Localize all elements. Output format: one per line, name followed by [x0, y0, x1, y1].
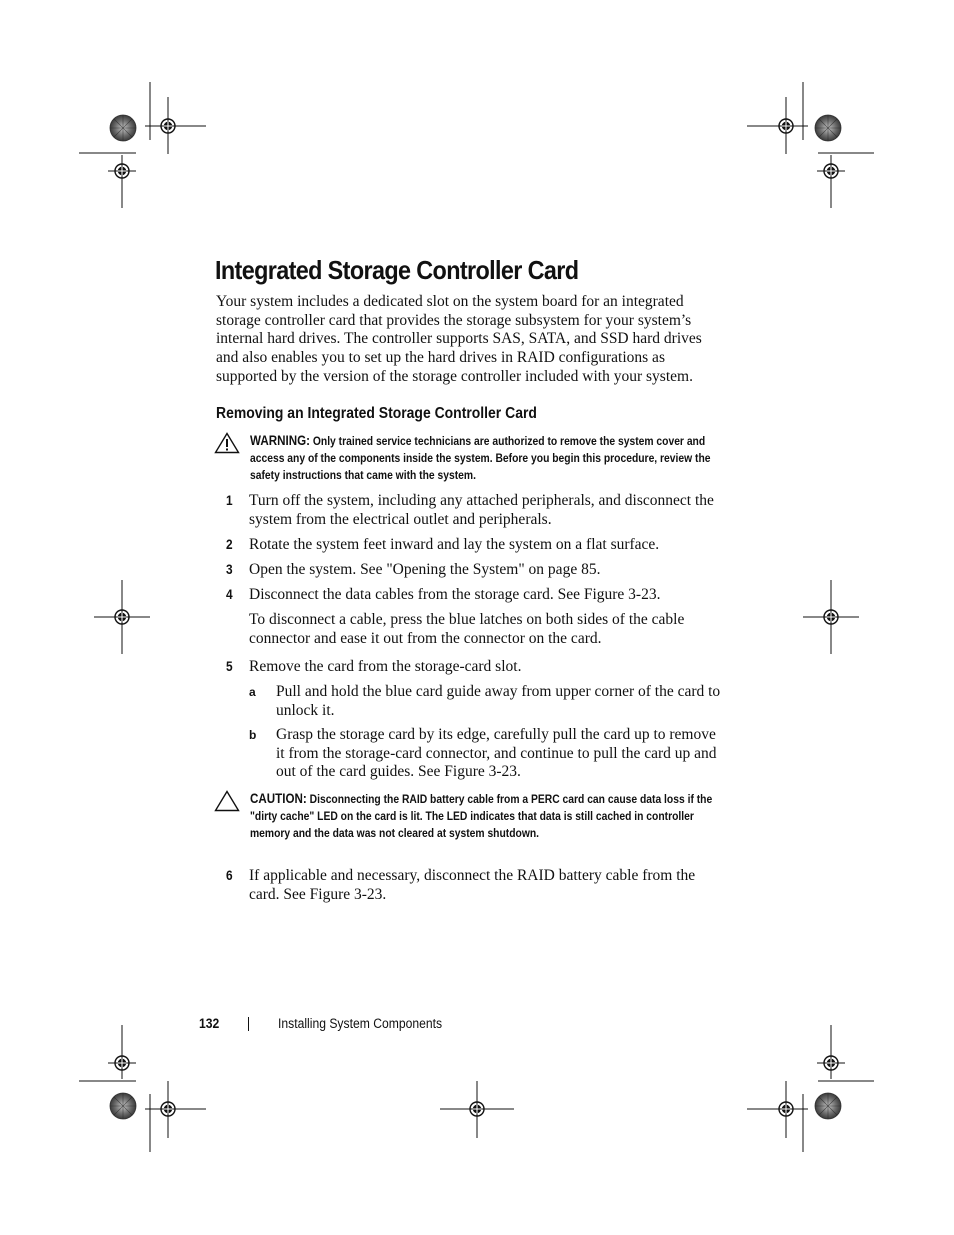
- warning-label: WARNING:: [250, 433, 310, 448]
- caution-label: CAUTION:: [250, 791, 307, 806]
- step-number: 1: [226, 493, 233, 508]
- section-heading: Removing an Integrated Storage Controller Card: [216, 405, 537, 422]
- step-text: Turn off the system, including any attached peripherals, and disconnect the system from the electrical outlet and peripherals.: [249, 492, 714, 528]
- page-number: 132: [199, 1016, 220, 1031]
- step-number: 4: [226, 587, 233, 602]
- intro-paragraph: Your system includes a dedicated slot on the system board for an integrated storage controller card that provides the storage subsystem for your system’s internal hard drives. The controller supports SAS, SATA, and SSD hard drives and also enables you to set up the hard drives in RAID configurations as supported by the version of the storage controller included with your system.: [216, 293, 702, 385]
- step-text: Open the system. See "Opening the System" on page 85.: [249, 561, 601, 578]
- warning-text: Only trained service technicians are authorized to remove the system cover and access any of the components inside the system. Before you begin this procedure, review the safety instructions that came with the system.: [250, 434, 711, 482]
- step-text: If applicable and necessary, disconnect the RAID battery cable from the card. See Figure 3-23.: [249, 867, 696, 903]
- chapter-title: Installing System Components: [278, 1016, 443, 1031]
- step-text: Remove the card from the storage-card slot.: [249, 658, 522, 675]
- step-number: 6: [226, 868, 233, 883]
- caution-triangle-icon: [214, 790, 240, 812]
- footer-separator: [248, 1017, 249, 1031]
- page-title: Integrated Storage Controller Card: [215, 255, 579, 285]
- step-4-note: To disconnect a cable, press the blue latches on both sides of the cable connector and ease it out from the connector on the card.: [249, 611, 685, 647]
- step-number: 2: [226, 537, 233, 552]
- step-number: 5: [226, 659, 233, 674]
- substep-text: Pull and hold the blue card guide away from upper corner of the card to unlock it.: [276, 683, 721, 719]
- substep-letter: b: [249, 728, 257, 742]
- step-number: 3: [226, 562, 233, 577]
- caution-text: Disconnecting the RAID battery cable from a PERC card can cause data loss if the "dirty cache" LED on the card is lit. The LED indicates that data is still cached in controller memory and the data was not cleared at system shutdown.: [250, 792, 713, 840]
- warning-triangle-icon: [214, 432, 240, 454]
- step-text: Rotate the system feet inward and lay the system on a flat surface.: [249, 536, 660, 553]
- step-text: Disconnect the data cables from the storage card. See Figure 3-23.: [249, 586, 661, 603]
- substep-text: Grasp the storage card by its edge, carefully pull the card up to remove it from the storage-card connector, and continue to pull the card up and out of the card guides. See Figure 3-23.: [276, 726, 717, 781]
- substep-letter: a: [249, 685, 256, 699]
